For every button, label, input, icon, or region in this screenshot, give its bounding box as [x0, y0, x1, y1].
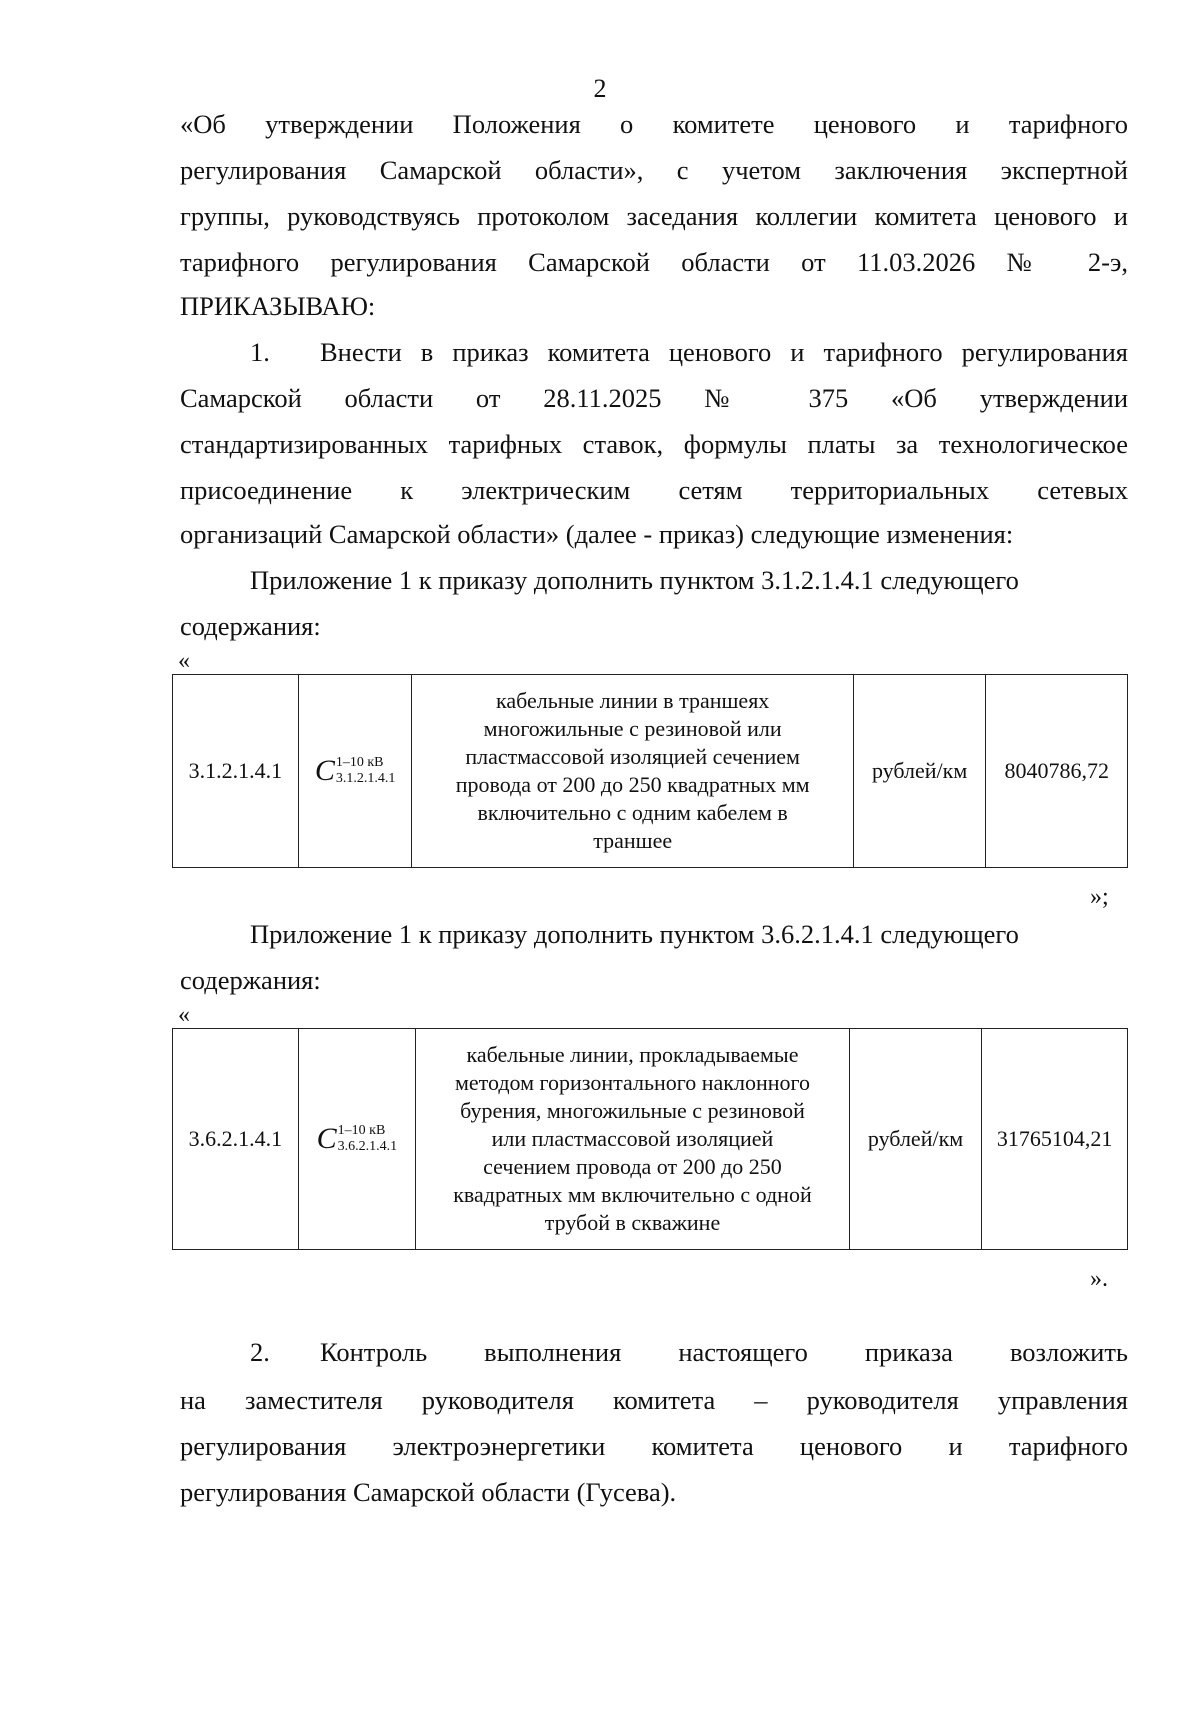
intro-line: тарифного регулирования Самарской области от 11.03.2026 № 2-э,	[180, 247, 1128, 277]
rate-symbol	[315, 754, 396, 788]
item2-number: 2.	[250, 1337, 270, 1367]
addition2-open-quote: «	[178, 1002, 190, 1028]
item2-line: на заместителя руководителя комитета – руководителя управления	[180, 1385, 1128, 1415]
description-line: или пластмассовой изоляцией	[491, 1126, 774, 1151]
tariff-table-1	[172, 674, 1128, 868]
description-line: бурения, многожильные с резиновой	[460, 1098, 805, 1123]
row-description	[412, 675, 853, 868]
addition2-close-quote: ».	[1090, 1266, 1108, 1292]
symbol-indices	[338, 1123, 398, 1155]
description-line: методом горизонтального наклонного	[454, 1070, 810, 1095]
symbol-subscript: 3.1.2.1.4.1	[335, 771, 396, 786]
page-number: 2	[593, 74, 607, 103]
addition1-continuation: содержания:	[180, 611, 321, 641]
item2-last-line: регулирования Самарской области (Гусева).	[180, 1477, 677, 1507]
item1-number: 1.	[250, 337, 270, 367]
rate-symbol-cell	[298, 675, 412, 868]
description-line: включительно с одним кабелем в	[477, 800, 788, 825]
addition1-close-quote: »;	[1090, 884, 1109, 910]
addition1-text: Приложение 1 к приказу дополнить пунктом 3.1.2.1.4.1 следующего	[250, 565, 1019, 595]
item1-first-line: Внести в приказ комитета ценового и тарифного регулирования	[320, 337, 1128, 367]
tariff-table-2	[172, 1028, 1128, 1250]
row-unit: рублей/км	[853, 675, 986, 868]
addition2-continuation: содержания:	[180, 965, 321, 995]
intro-line: «Об утверждении Положения о комитете ценового и тарифного	[180, 109, 1128, 139]
item1-line: Самарской области от 28.11.2025 № 375 «Об утверждении	[180, 383, 1128, 413]
intro-line: группы, руководствуясь протоколом заседания коллегии комитета ценового и	[180, 201, 1128, 231]
description-line: трубой в скважине	[544, 1210, 721, 1235]
order-word: ПРИКАЗЫВАЮ:	[180, 291, 376, 321]
description-line: кабельные линии, прокладываемые	[466, 1042, 799, 1067]
symbol-superscript: 1–10 кВ	[335, 755, 384, 770]
row-description	[416, 1029, 850, 1250]
table-row	[173, 1029, 1128, 1250]
symbol-subscript: 3.6.2.1.4.1	[337, 1139, 398, 1154]
symbol-letter: C	[316, 1122, 337, 1155]
row-unit: рублей/км	[849, 1029, 981, 1250]
description-line: провода от 200 до 250 квадратных мм	[455, 772, 810, 797]
description-line: пластмассовой изоляцией сечением	[465, 744, 800, 769]
rate-symbol	[317, 1122, 398, 1156]
item1-line: стандартизированных тарифных ставок, формулы платы за технологическое	[180, 429, 1128, 459]
row-value: 8040786,72	[986, 675, 1128, 868]
item1-last-line: организаций Самарской области» (далее - приказ) следующие изменения:	[180, 519, 1014, 549]
addition2-text: Приложение 1 к приказу дополнить пунктом 3.6.2.1.4.1 следующего	[250, 919, 1019, 949]
table-row	[173, 675, 1128, 868]
row-code: 3.1.2.1.4.1	[173, 675, 299, 868]
description-line: сечением провода от 200 до 250	[483, 1154, 782, 1179]
addition1-open-quote: «	[178, 648, 190, 674]
item2-line: регулирования электроэнергетики комитета ценового и тарифного	[180, 1431, 1128, 1461]
rate-symbol-cell	[298, 1029, 415, 1250]
description-line: многожильные с резиновой или	[483, 716, 782, 741]
symbol-letter: C	[314, 754, 335, 787]
symbol-superscript: 1–10 кВ	[337, 1123, 386, 1138]
item2-first-line: Контроль выполнения настоящего приказа возложить	[320, 1337, 1128, 1367]
symbol-indices	[336, 755, 396, 787]
description-line: квадратных мм включительно с одной	[453, 1182, 812, 1207]
item1-line: присоединение к электрическим сетям территориальных сетевых	[180, 475, 1128, 505]
row-code: 3.6.2.1.4.1	[173, 1029, 299, 1250]
row-value: 31765104,21	[982, 1029, 1128, 1250]
description-line: траншее	[593, 828, 673, 853]
description-line: кабельные линии в траншеях	[495, 688, 770, 713]
intro-line: регулирования Самарской области», с учетом заключения экспертной	[180, 155, 1128, 185]
